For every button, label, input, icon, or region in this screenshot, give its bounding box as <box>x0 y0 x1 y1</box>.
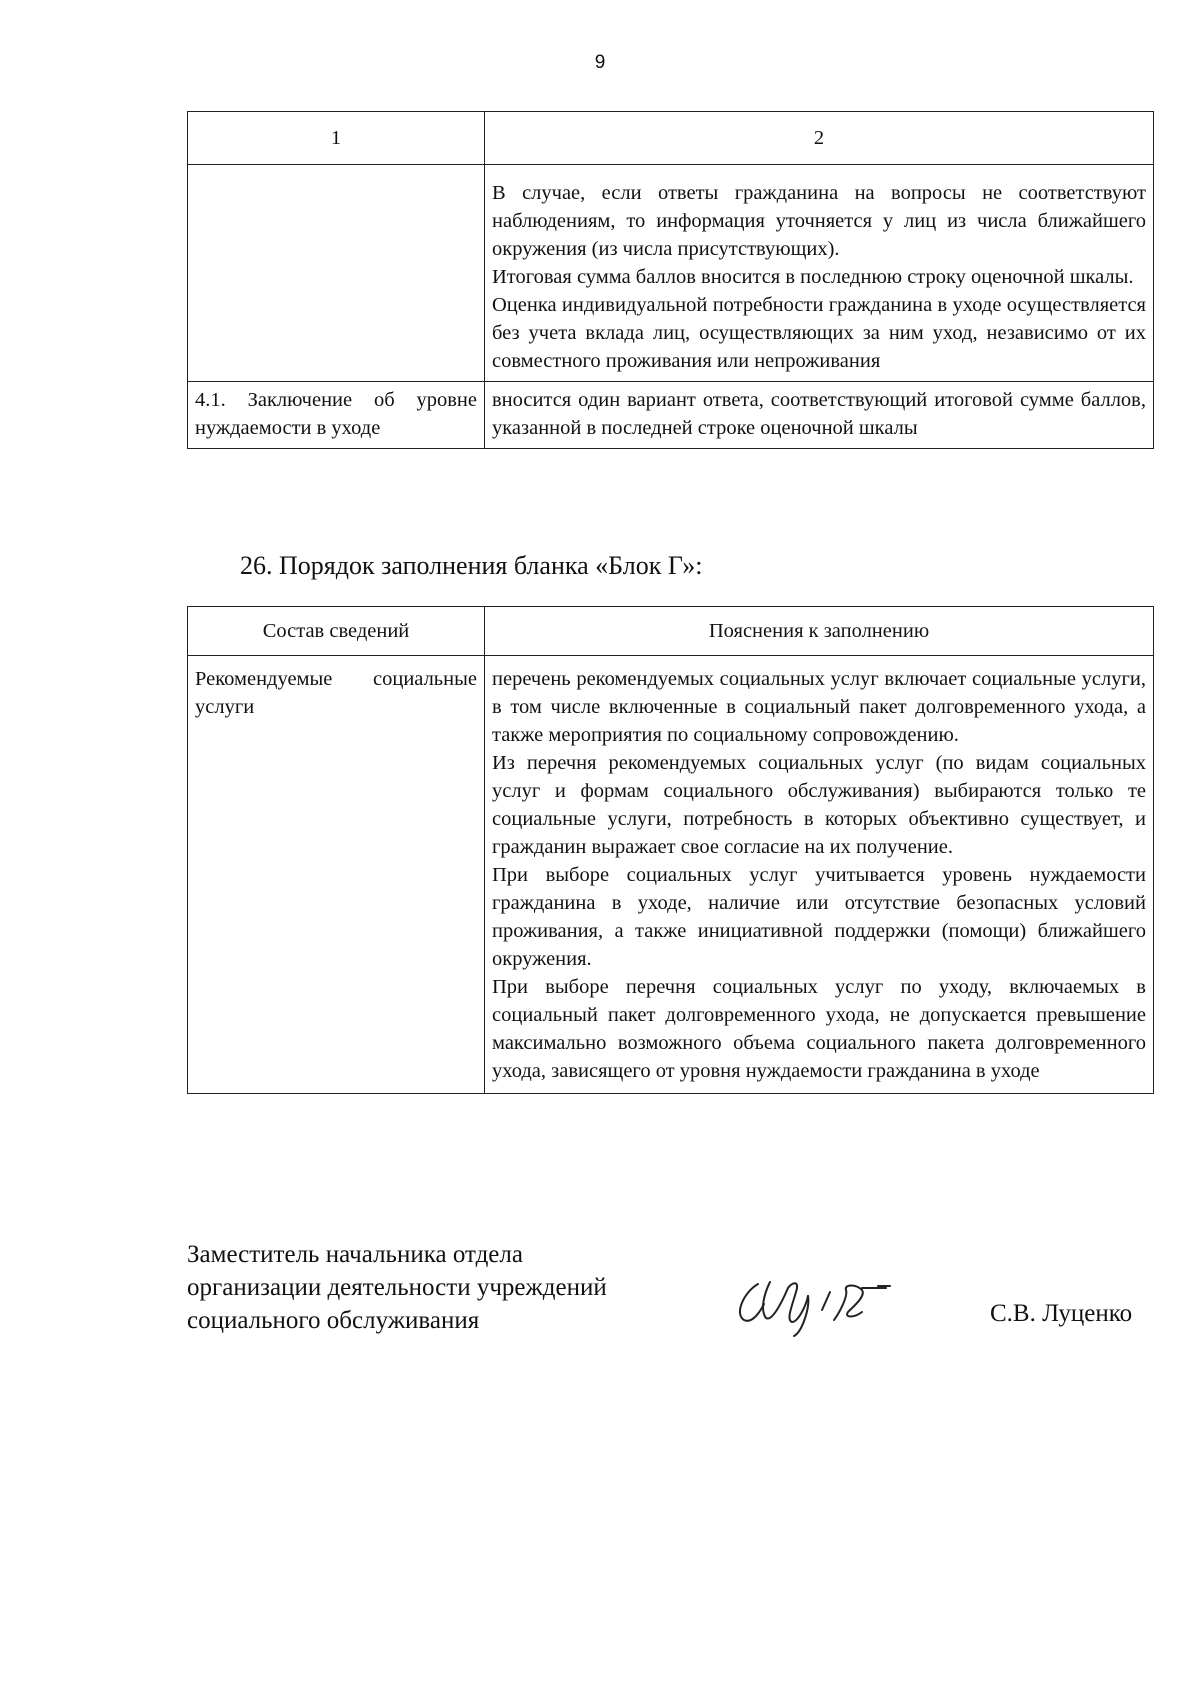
column-header-explanations: Пояснения к заполнению <box>485 607 1154 656</box>
column-header-2: 2 <box>485 112 1154 165</box>
table-row <box>188 382 1154 449</box>
paragraph: В случае, если ответы гражданина на вопросы не соответствуют наблюдениям, то информация уточняется у лиц из числа ближайшего окружения (из числа присутствующих). <box>492 182 1146 260</box>
row-label-empty <box>188 165 485 382</box>
position-line: организации деятельности учреждений <box>187 1274 607 1301</box>
explanation-cell <box>485 382 1154 449</box>
explanation-cell <box>485 656 1154 1094</box>
column-header-composition: Состав сведений <box>188 607 485 656</box>
signatory-position <box>187 1238 607 1337</box>
block-g-table <box>187 606 1154 1094</box>
row-label-text: Рекомендуемые социальные услуги <box>195 668 477 718</box>
row-label-conclusion <box>188 382 485 449</box>
paragraph: Оценка индивидуальной потребности гражданина в уходе осуществляется без учета вклада лиц, осуществляющих за ним уход, независимо от их совместного проживания или непроживания <box>492 294 1146 372</box>
row-label-text: 4.1. Заключение об уровне нуждаемости в уходе <box>195 389 477 439</box>
column-header-1: 1 <box>188 112 485 165</box>
paragraph: При выборе социальных услуг учитывается уровень нуждаемости гражданина в уходе, наличие или отсутствие безопасных условий проживания, а также инициативной поддержки (помощи) ближайшего окружения. <box>492 864 1146 970</box>
signatory-name: С.В. Луценко <box>990 1300 1133 1327</box>
table-row <box>188 165 1154 382</box>
table-row <box>188 656 1154 1094</box>
paragraph: Из перечня рекомендуемых социальных услуг (по видам социальных услуг и формам социального обслуживания) выбираются только те социальные услуги, потребность в которых объективно существует, и гражданин выражает свое согласие на их получение. <box>492 752 1146 858</box>
position-line: Заместитель начальника отдела <box>187 1241 523 1268</box>
paragraph: вносится один вариант ответа, соответствующий итоговой сумме баллов, указанной в последней строке оценочной шкалы <box>492 389 1146 439</box>
position-line: социального обслуживания <box>187 1307 480 1334</box>
table-header-row <box>188 112 1154 165</box>
page-number: 9 <box>594 52 606 73</box>
continuation-table <box>187 111 1154 449</box>
table-header-row <box>188 607 1154 656</box>
paragraph: При выборе перечня социальных услуг по уходу, включаемых в социальный пакет долговременного ухода, не допускается превышение максимально возможного объема социального пакета долговременного ухода, зависящего от уровня нуждаемости гражданина в уходе <box>492 976 1146 1082</box>
section-heading: 26. Порядок заполнения бланка «Блок Г»: <box>240 551 703 580</box>
paragraph: перечень рекомендуемых социальных услуг включает социальные услуги, в том числе включенные в социальный пакет долговременного ухода, а также мероприятия по социальному сопровождению. <box>492 668 1146 746</box>
paragraph: Итоговая сумма баллов вносится в последнюю строку оценочной шкалы. <box>492 266 1134 288</box>
handwritten-signature <box>730 1262 920 1347</box>
explanation-cell <box>485 165 1154 382</box>
row-label-services <box>188 656 485 1094</box>
